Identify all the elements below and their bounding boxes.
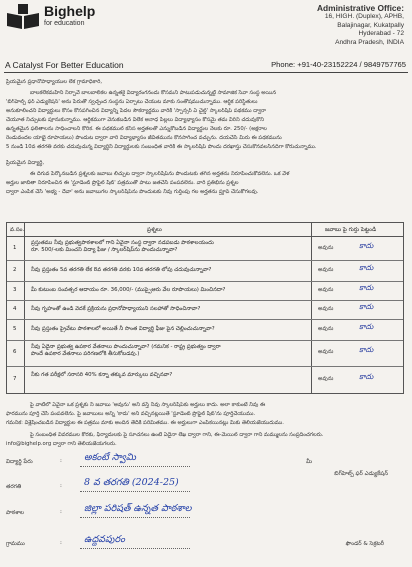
contact-email: info@bighelp.org ద్వారా గాని తెలియజేయగలరు. xyxy=(6,441,117,447)
field-colon: : xyxy=(60,509,62,515)
signoff-yours: మీ xyxy=(306,459,312,465)
handwritten-no-mark[interactable]: కాదు xyxy=(359,322,374,331)
question-line: నీవు గృహంతో ఉండి వెదకే ప్రక్రియను ప్రధానోపాధ్యాయుని సలహాతో సాధించినావా? xyxy=(31,306,201,312)
table-row xyxy=(7,281,403,301)
office-title: Administrative Office: xyxy=(316,3,404,13)
brand-tagline: for education xyxy=(44,20,85,27)
row-number: 3 xyxy=(13,287,17,293)
yes-option[interactable]: అవును xyxy=(318,376,334,382)
field-colon: : xyxy=(60,483,62,489)
row-number: 6 xyxy=(13,349,17,355)
row-question xyxy=(31,344,309,358)
paragraph-line: రెండువందల యాభై రూపాయలు) పొందుట ద్వారా వారి విద్యాభ్యాసం జీవితమును కొనసాగించ వచ్చును. దయచేసి మీరు ఈ పథకమును xyxy=(6,135,282,141)
school-value[interactable]: జిల్లా పరిషత్ ఉన్నత పాఠశాల xyxy=(84,503,192,514)
dear-student: ప్రియమైన విద్యార్థి, xyxy=(6,160,45,166)
row-number: 7 xyxy=(13,376,17,382)
village-value[interactable]: ఉద్దవపురం xyxy=(84,534,125,545)
field-label-village: గ్రామము xyxy=(6,541,25,547)
row-number: 5 xyxy=(13,326,17,332)
question-line: మీ కుటుంబ సంవత్సర ఆదాయం రూ. 36,000/- (ముప్పైఆరు వేల రూపాయలు) మించినదా? xyxy=(31,287,226,293)
table-row xyxy=(7,340,403,367)
signoff-org: బిగ్‌హెల్ప్ ఫర్ ఎడ్యుకేషన్ xyxy=(334,471,388,477)
instruction-line: అర్హుల జాబితా నిరూపించిన ఈ 'స్టూడెంట్ ప్రొఫైల్ షీట్' పత్రముతో పాటు జతచేసి పంపవలెను. వారి ప్రతిభిను ప్రశ్నల xyxy=(6,180,239,186)
instruction-line: ద్వారా ఎంపిక చేసి 'అభ్య - దేవా' అను జవాబుగల స్కాలర్‌షిప్‌ను పొందుటకు నీవు గుర్తింపు గల అర్హతను ప్రూవ్ చేసుకోగలవు. xyxy=(6,189,259,195)
handwritten-no-mark[interactable]: కాదు xyxy=(359,302,374,311)
field-underline xyxy=(80,466,190,467)
student-name-value[interactable]: అకంటే స్వామి xyxy=(84,452,136,463)
yes-option[interactable]: అవును xyxy=(318,349,334,355)
table-header xyxy=(7,223,403,237)
row-number: 4 xyxy=(13,306,17,312)
table-row xyxy=(7,260,403,282)
table-row xyxy=(7,366,403,393)
row-question xyxy=(31,240,309,254)
address-line: Hyderabad - 72 xyxy=(358,30,404,38)
signoff-title: ఫౌండర్ & సెక్రటరీ xyxy=(345,541,384,547)
closing-line: ఫారమును పూర్తి చేసి పంపవలెను. పై జవాబులు అన్ని 'కాదు' అని వచ్చినట్లయితే 'స్టూడెంట్ ప్రొఫైల్ షీట్'ను పూర్తిచేయుము. xyxy=(6,411,256,417)
closing-line: పై సంబంధిత వివరముల కొరకు, ఫిర్యాదులకు పై సూచనలు ఉంటే ఏదైనా లేఖ ద్వారా గాని, ఈ-మెయిల్ ద్వారా గాని మమ్ములను సంప్రదించగలరు. xyxy=(30,432,324,438)
eligibility-table xyxy=(6,222,404,394)
question-line: ప్రస్తుతము నీవు ప్రభుత్వపాఠశాలలో గాని ఏవైనా సంస్థ ద్వారా నడపబడు పాఠశాలయందు xyxy=(31,240,214,246)
row-question xyxy=(31,306,309,313)
office-address xyxy=(254,3,404,47)
yes-option[interactable]: అవును xyxy=(318,245,334,251)
field-label-name: విద్యార్థి పేరు xyxy=(6,459,33,465)
address-line: 16, HIGH. (Duplex), APHB, xyxy=(324,13,404,20)
class-value[interactable]: 8 వ తరగతి (2024-25) xyxy=(84,477,179,488)
address-line: Balajinagar, Kukatpally xyxy=(337,21,404,29)
table-row xyxy=(7,300,403,320)
question-line: నీవు ప్రస్తుతం 5వ తరగతి లేక 8వ తరగతి వరకు 10వ తరగతి లోపు చదువుచున్నావా? xyxy=(31,267,212,273)
field-colon: : xyxy=(60,458,62,464)
question-line: రూ. 500/-లకు మించని విద్యా ఫీజు / స్కాలర్‌షిప్‌ను పొందుచున్నావా? xyxy=(31,247,178,254)
greeting: ప్రియమైన ప్రధానోపాధ్యాయుల లేక గ్రామాధికారి, xyxy=(6,79,103,85)
field-underline xyxy=(80,548,190,549)
paragraph-line: ఉన్నతమైన ఫలితాలను సాధించాలని కొరిక. ఈ పథకముల్ కనీస అర్హతలతో ఎన్నుకోబడిన విద్యార్థుల నెలకు రూ. 250/- (అక్షరాల xyxy=(6,126,267,132)
handwritten-no-mark[interactable]: కాదు xyxy=(359,283,374,292)
closing-line: పై వాటిలో ఏవైనా ఒక ప్రశ్నకు నీ జవాబు 'అవును' అని వస్తే నీవు స్కాలర్‌షిప్‌కు అర్హులు కాదు. అలా కాకుంటే నీవు ఈ xyxy=(30,402,266,408)
field-label-school: పాఠశాల xyxy=(6,510,24,516)
question-line: నీకు గత పరీక్షలో సరాసరి 40% కన్నా తక్కువ మార్కులు వచ్చినవా? xyxy=(31,372,173,378)
handwritten-no-mark[interactable]: కాదు xyxy=(359,263,374,272)
paragraph-line: బాలకలేకమహిని నిర్పావే బాలబాలికల ఉన్నతకై విద్యారంగనందు కోసమని పాటుపడుచున్నట్టి సామాజిక సేవా సంస్థ అయిన xyxy=(30,90,277,96)
row-number: 2 xyxy=(13,267,17,273)
table-row xyxy=(7,319,403,341)
address-line: Andhra Pradesh, INDIA xyxy=(335,38,404,46)
yes-option[interactable]: అవును xyxy=(318,306,334,312)
row-number: 1 xyxy=(13,245,17,251)
table-row xyxy=(7,237,403,261)
phone-number: Phone: +91-40-23152224 / 9849757765 xyxy=(271,60,406,69)
yes-option[interactable]: అవును xyxy=(318,326,334,332)
header-divider xyxy=(4,72,408,73)
catalyst-slogan: A Catalyst For Better Education xyxy=(5,60,124,70)
instruction-line: ఈ దిగువ పేర్కొనబడిన ప్రశ్నలకు జవాబు లిచ్చుట ద్వారా స్కాలర్‌షిప్‌ను పొందుటకు తగిన అర్హతను నిరూపించుకోవలెను. ఒక వేళ xyxy=(30,171,290,177)
question-line: పొందే ఉపకార వేతనాలు పరిగణలోకి తీసుకోబడవు.) xyxy=(31,351,140,358)
handwritten-no-mark[interactable]: కాదు xyxy=(359,345,374,354)
book-logo-icon xyxy=(6,4,40,30)
handwritten-no-mark[interactable]: కాదు xyxy=(359,241,374,250)
yes-option[interactable]: అవును xyxy=(318,287,334,293)
brand-name: Bighelp xyxy=(44,3,96,19)
question-line: నీవు ప్రస్తుతం ప్రైవేటు పాఠశాలలో అయితే నీ సొంత విద్యార్థి ఫీజు పైన చెల్లించుచున్నావా? xyxy=(31,326,215,332)
field-underline xyxy=(80,517,190,518)
header-answer: జవాబు పై గుర్తు పెట్టండి xyxy=(325,227,377,233)
field-label-class: తరగతి xyxy=(6,484,22,490)
field-colon: : xyxy=(60,540,62,546)
row-question xyxy=(31,287,309,294)
paragraph-line: 'బిగ్‌హెల్ప్ ఫర్ ఎడ్యుకేషన్' అను పేరుతో స్వచ్ఛంద సంస్థను ఏర్పాటు చేయుట మాకు సంతోషముచున్నాము. ఆర్థిక పరిస్థితులు xyxy=(6,99,258,105)
header-serial: వ.సం. xyxy=(10,227,25,233)
row-question xyxy=(31,267,309,274)
yes-option[interactable]: అవును xyxy=(318,267,334,273)
field-underline xyxy=(80,491,190,492)
question-line: నీవు ఏదైనా ప్రభుత్వ ఉపకార వేతనాలు పొందుచున్నావా? (గమనిక - రాష్ట్ర ప్రభుత్వం ద్వారా xyxy=(31,344,221,350)
row-question xyxy=(31,372,309,379)
row-question xyxy=(31,326,309,333)
header-question: ప్రశ్నలు xyxy=(147,227,162,233)
paragraph-line: చేయూత నిచ్చుటకు పూనుకున్నాము. ఆర్థికముగా వెనుకబడిన వీలేక అనాధ పిల్లలు విద్యాభ్యాసం కోసమై తమ వీరిని చదువుకొని xyxy=(6,117,264,123)
closing-line: గమనిక: విశ్లేషించబడిన విద్యార్థుల ఈ పత్రము మాకు అందిన తేదీకి పరిమితము. ఈ అర్హులుగా ఎంపికయినట్లు మీకు తెలియజేయుదుము. xyxy=(6,420,284,426)
paragraph-line: అనుకూలించని విద్యార్థులు కోసం కోసపగించిన విద్యాన్ని పేదల సౌకర్యార్థము వారికి 'స్పాన్సర్ ఏ చైల్డ్' స్కాలర్‌షిప్ పథకము ద్వారా xyxy=(6,108,267,114)
paragraph-line: 5 నుండి 10వ తరగతి వరకు చదువుచున్న విద్యార్థినీ విద్యార్థులకు సంబంధిత వారికి ఈ స్కాలర్‌షిప్ పొందు దరఖాస్తు చేసుకొనవలసినదిగా కోరుచున్నాము. xyxy=(6,144,317,150)
handwritten-no-mark[interactable]: కాదు xyxy=(359,372,374,381)
